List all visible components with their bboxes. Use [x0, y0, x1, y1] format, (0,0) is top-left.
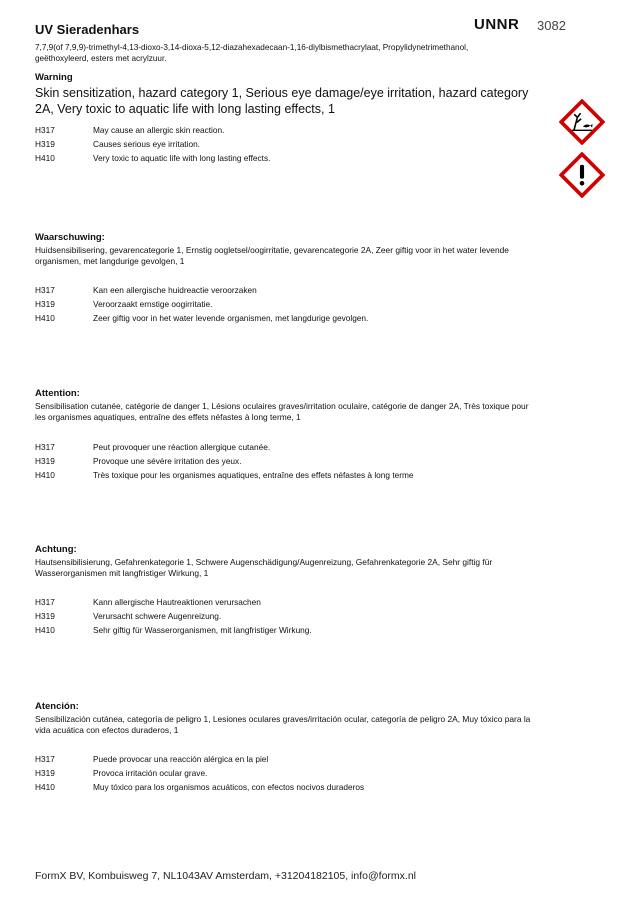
- h-text: Muy tóxico para los organismos acuáticos, con efectos nocivos duraderos: [93, 782, 365, 792]
- section-nl: [35, 232, 535, 325]
- h-text: Veroorzaakt ernstige oogirritatie.: [93, 299, 213, 309]
- hazard-statement: [35, 623, 535, 637]
- hazard-statements: [35, 123, 535, 165]
- hazard-statement: [35, 609, 535, 623]
- h-code: H410: [35, 153, 55, 163]
- hazard-statement: [35, 283, 535, 297]
- h-text: May cause an allergic skin reaction.: [93, 125, 225, 135]
- hazard-statement: [35, 440, 535, 454]
- h-code: H410: [35, 470, 55, 480]
- h-code: H319: [35, 456, 55, 466]
- hazard-statement: [35, 766, 535, 780]
- company-footer: FormX BV, Kombuisweg 7, NL1043AV Amsterdam, +31204182105, info@formx.nl: [35, 870, 416, 882]
- h-text: Puede provocar una reacción alérgica en la piel: [93, 754, 269, 764]
- h-code: H410: [35, 313, 55, 323]
- signal-word: Attention:: [35, 388, 80, 399]
- h-text: Zeer giftig voor in het water levende organismen, met langdurige gevolgen.: [93, 313, 369, 323]
- h-text: Sehr giftig für Wasserorganismen, mit langfristiger Wirkung.: [93, 625, 312, 635]
- h-code: H410: [35, 625, 55, 635]
- hazard-statement: [35, 595, 535, 609]
- h-text: Causes serious eye irritation.: [93, 139, 200, 149]
- unnr-number: 3082: [537, 18, 566, 33]
- signal-word: Atención:: [35, 701, 79, 712]
- hazard-statement: [35, 311, 535, 325]
- hazard-statements: [35, 283, 535, 325]
- hazard-description: Sensibilisation cutanée, catégorie de danger 1, Lésions oculaires graves/irritation oculaire, catégorie de danger 2A, Très toxique pour les organismes aquatiques, entraîne des effets néfastes à long terme, 1: [35, 401, 529, 422]
- h-text: Very toxic to aquatic life with long lasting effects.: [93, 153, 271, 163]
- signal-word: Warning: [35, 72, 73, 83]
- environment-hazard-icon: [559, 99, 605, 145]
- h-text: Provoque une sévère irritation des yeux.: [93, 456, 242, 466]
- hazard-statement: [35, 151, 535, 165]
- hazard-statement: [35, 780, 535, 794]
- hazard-statement: [35, 454, 535, 468]
- h-code: H317: [35, 754, 55, 764]
- signal-word: Waarschuwing:: [35, 232, 105, 243]
- hazard-description: Huidsensibilisering, gevarencategorie 1, Ernstig oogletsel/oogirritatie, gevarencategorie 2A, Zeer giftig voor in het water levende organismen, met langdurige gevolgen, 1: [35, 245, 509, 266]
- h-code: H319: [35, 768, 55, 778]
- hazard-statement: [35, 123, 535, 137]
- product-title: UV Sieradenhars: [35, 22, 140, 37]
- exclamation-mark-icon: [559, 152, 605, 198]
- h-code: H317: [35, 442, 55, 452]
- h-text: Très toxique pour les organismes aquatiques, entraîne des effets néfastes à long terme: [93, 470, 414, 480]
- hazard-statements: [35, 595, 535, 637]
- section-en: [35, 72, 535, 165]
- h-code: H317: [35, 597, 55, 607]
- hazard-statement: [35, 468, 535, 482]
- h-code: H317: [35, 285, 55, 295]
- h-text: Kann allergische Hautreaktionen verursachen: [93, 597, 261, 607]
- h-code: H410: [35, 782, 55, 792]
- h-code: H317: [35, 125, 55, 135]
- h-text: Kan een allergische huidreactie veroorzaken: [93, 285, 257, 295]
- hazard-statement: [35, 297, 535, 311]
- section-es: [35, 701, 535, 794]
- chemical-composition: 7,7,9(of 7,9,9)-trimethyl-4,13-dioxo-3,14-dioxa-5,12-diazahexadecaan-1,16-diylbismethacrylaat, Propylidynetrimethanol, geëthoxyleerd, esters met acrylzuur.: [35, 43, 469, 63]
- h-text: Peut provoquer une réaction allergique cutanée.: [93, 442, 271, 452]
- h-code: H319: [35, 139, 55, 149]
- h-code: H319: [35, 299, 55, 309]
- hazard-statements: [35, 440, 535, 482]
- hazard-statement: [35, 137, 535, 151]
- hazard-statements: [35, 752, 535, 794]
- section-fr: [35, 388, 535, 482]
- h-code: H319: [35, 611, 55, 621]
- hazard-description: Sensibilización cutánea, categoría de peligro 1, Lesiones oculares graves/irritación ocular, categoría de peligro 2A, Muy tóxico para la vida acuática con efectos duraderos, 1: [35, 714, 531, 735]
- unnr-label: UNNR: [474, 16, 520, 33]
- section-de: [35, 544, 535, 637]
- hazard-description: Skin sensitization, hazard category 1, Serious eye damage/eye irritation, hazard category 2A, Very toxic to aquatic life with long lasting effects, 1: [35, 86, 529, 116]
- h-text: Verursacht schwere Augenreizung.: [93, 611, 222, 621]
- hazard-statement: [35, 752, 535, 766]
- hazard-description: Hautsensibilisierung, Gefahrenkategorie 1, Schwere Augenschädigung/Augenreizung, Gefahrenkategorie 2A, Sehr giftig für Wasserorganismen mit langfristiger Wirkung, 1: [35, 557, 493, 578]
- signal-word: Achtung:: [35, 544, 77, 555]
- h-text: Provoca irritación ocular grave.: [93, 768, 208, 778]
